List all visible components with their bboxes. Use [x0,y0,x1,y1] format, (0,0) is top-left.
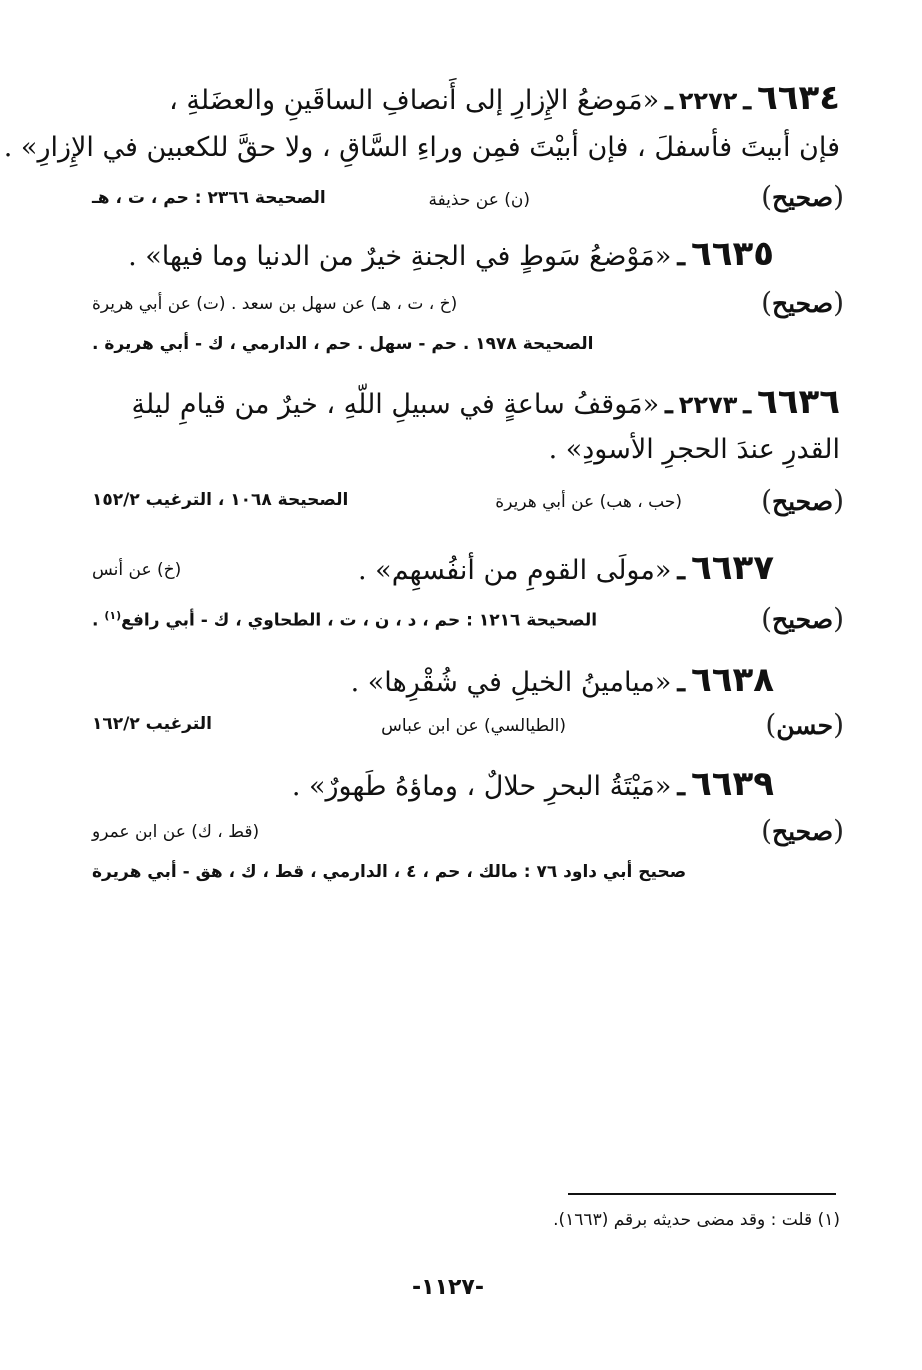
hadith-number: ٦٦٣٨ [690,660,774,700]
hadith-text: «مَيْتَةُ البحرِ حلالٌ ، وماؤهُ طَهورٌ» . [291,771,672,802]
hadith-text: «مَوْضعُ سَوطٍ في الجنةِ خيرٌ من الدنيا وما فيها» . [128,241,672,272]
hadith-6634-line1: ٦٦٣٤ـ٢٢٧٢ـ«مَوضعُ الإِزارِ إلى أَنصافِ الساقَينِ والعضَلةِ ، [169,78,840,118]
hadith-text: «مولَى القومِ من أنفُسهِم» . [358,555,672,586]
hadith-references: الصحيحة ٢٣٦٦ : حم ، ت ، هـ [92,188,326,208]
hadith-6636-line2: القدرِ عندَ الحجرِ الأسودِ» . [548,434,840,465]
hadith-6635-line1: ٦٦٣٥ـ«مَوْضعُ سَوطٍ في الجنةِ خيرٌ من الدنيا وما فيها» . [128,234,774,274]
hadith-number: ٦٦٣٤ [756,78,840,118]
grade-badge: (صحيح) [761,484,844,517]
hadith-source: (حب ، هب) عن أبي هريرة [495,492,682,512]
hadith-references: صحيح أبي داود ٧٦ : مالك ، حم ، ٤ ، الدارمي ، قط ، ك ، هق - أبي هريرة [92,862,687,882]
footnote: (١) قلت : وقد مضى حديثه برقم (١٦٦٣). [553,1210,840,1230]
hadith-source: (خ) عن أنس [92,560,182,580]
footnote-separator [568,1193,836,1195]
hadith-source: (الطيالسي) عن ابن عباس [381,716,566,736]
hadith-references: الصحيحة ١٢١٦ : حم ، د ، ن ، ت ، الطحاوي ، ك - أبي رافع$^{(١)}$ . [92,609,598,631]
hadith-source: (ن) عن حذيفة [428,190,530,210]
page-number: -١١٢٧- [412,1275,484,1300]
grade-badge: (صحيح) [761,814,844,847]
hadith-number: ٦٦٣٩ [690,764,774,804]
hadith-sub-number: ٢٢٧٢ [678,87,738,115]
hadith-text: «ميامينُ الخيلِ في شُقْرِها» . [350,667,672,698]
hadith-sub-number: ٢٢٧٣ [678,391,738,419]
grade-badge: (صحيح) [761,602,844,635]
hadith-6639-line1: ٦٦٣٩ـ«مَيْتَةُ البحرِ حلالٌ ، وماؤهُ طَهورٌ» . [291,764,774,804]
hadith-6638-line1: ٦٦٣٨ـ«ميامينُ الخيلِ في شُقْرِها» . [350,660,774,700]
grade-badge: (صحيح) [761,286,844,319]
hadith-source: (خ ، ت ، هـ) عن سهل بن سعد . (ت) عن أبي هريرة [92,294,458,314]
hadith-number: ٦٦٣٦ [756,382,840,422]
hadith-references: الترغيب ١٦٢/٢ [92,714,212,734]
hadith-6634-line2: فإن أبيتَ فأسفلَ ، فإن أبيْتَ فمِن وراءِ السَّاقِ ، ولا حقَّ للكعبين في الإِزارِ» . [3,132,840,163]
grade-badge: (صحيح) [761,180,844,213]
hadith-6637-line1: ٦٦٣٧ـ«مولَى القومِ من أنفُسهِم» . [358,548,774,588]
hadith-number: ٦٦٣٧ [690,548,774,588]
hadith-number: ٦٦٣٥ [690,234,774,274]
footnote-marker: (١) [104,609,122,622]
grade-badge: (حسن) [765,708,844,741]
hadith-6636-line1: ٦٦٣٦ـ٢٢٧٣ـ«مَوقفُ ساعةٍ في سبيلِ اللّهِ ، خيرٌ من قيامِ ليلةِ [131,382,840,422]
hadith-text: «مَوضعُ الإِزارِ إلى أَنصافِ الساقَينِ والعضَلةِ ، [169,85,660,116]
hadith-references: الصحيحة ١٠٦٨ ، الترغيب ١٥٢/٢ [92,490,349,510]
hadith-references: الصحيحة ١٩٧٨ . حم - سهل . حم ، الدارمي ، ك - أبي هريرة . [92,334,594,354]
hadith-source: (قط ، ك) عن ابن عمرو [92,822,260,842]
hadith-text: «مَوقفُ ساعةٍ في سبيلِ اللّهِ ، خيرٌ من قيامِ ليلةِ [131,389,660,420]
